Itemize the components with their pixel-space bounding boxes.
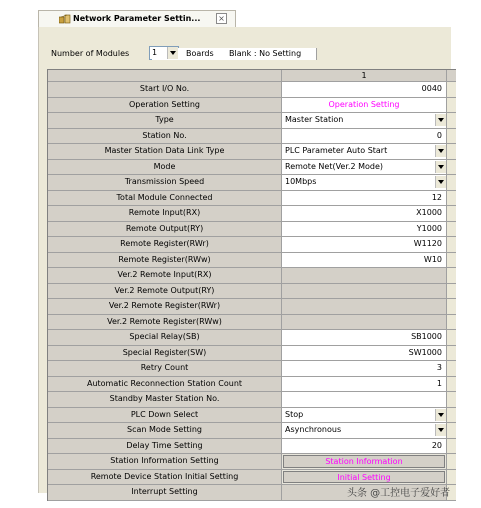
close-icon[interactable]: ×	[216, 13, 227, 24]
row-label: Special Relay(SB)	[48, 330, 282, 345]
row-label: Automatic Reconnection Station Count	[48, 377, 282, 392]
row-label: Remote Device Station Initial Setting	[48, 470, 282, 485]
table-row	[48, 222, 456, 238]
row-label: Station Information Setting	[48, 454, 282, 469]
row-value: 20	[431, 440, 442, 450]
grid-gutter	[447, 144, 456, 159]
row-value: 0	[436, 130, 442, 140]
row-value-cell	[282, 284, 447, 299]
network-parameter-icon	[59, 14, 71, 24]
grid-gutter	[447, 284, 456, 299]
grid-gutter	[447, 377, 456, 392]
row-value-cell[interactable]	[282, 237, 447, 252]
grid-gutter	[447, 268, 456, 283]
grid-gutter	[447, 315, 456, 330]
row-value-cell[interactable]	[282, 222, 447, 237]
table-row	[48, 346, 456, 362]
watermark: 头条 @工控电子爱好者	[347, 488, 451, 499]
row-value-cell[interactable]	[282, 160, 447, 175]
select-value: Remote Net(Ver.2 Mode)	[285, 161, 383, 171]
row-label: Operation Setting	[48, 98, 282, 113]
row-value-cell[interactable]	[282, 377, 447, 392]
row-value-cell[interactable]	[282, 191, 447, 206]
modules-value: 1	[152, 48, 317, 60]
chevron-down-icon[interactable]	[435, 161, 446, 173]
row-value-cell[interactable]	[282, 253, 447, 268]
column-header: 1	[282, 70, 447, 81]
modules-select[interactable]	[149, 46, 179, 60]
row-value-cell	[282, 454, 447, 469]
row-label: Start I/O No.	[48, 82, 282, 97]
setting-button[interactable]	[283, 455, 445, 468]
parameter-grid	[47, 69, 456, 501]
grid-gutter	[447, 222, 456, 237]
row-value-cell	[282, 470, 447, 485]
setting-button-label: Station Information	[325, 457, 403, 466]
row-label: Special Register(SW)	[48, 346, 282, 361]
grid-gutter	[447, 330, 456, 345]
row-label: Standby Master Station No.	[48, 392, 282, 407]
grid-gutter	[447, 423, 456, 438]
table-row	[48, 237, 456, 253]
row-value: 1	[436, 378, 442, 388]
row-value: W10	[423, 254, 442, 264]
table-row	[48, 268, 456, 284]
select-value: Master Station	[285, 115, 344, 124]
row-label: Remote Register(RWw)	[48, 253, 282, 268]
row-value-cell[interactable]	[282, 129, 447, 144]
row-value-cell[interactable]	[282, 392, 447, 407]
row-value: SB1000	[411, 332, 442, 341]
row-label: Scan Mode Setting	[48, 423, 282, 438]
row-value-cell[interactable]	[282, 175, 447, 190]
operation-setting-link[interactable]: Operation Setting	[328, 99, 400, 109]
tab-bar	[38, 10, 450, 28]
grid-gutter	[447, 160, 456, 175]
row-value: 0040	[421, 84, 442, 93]
row-value-cell[interactable]	[282, 408, 447, 423]
table-row	[48, 315, 456, 331]
grid-gutter	[447, 408, 456, 423]
row-label: Station No.	[48, 129, 282, 144]
grid-gutter	[447, 206, 456, 221]
table-row	[48, 299, 456, 315]
row-label: Total Module Connected	[48, 191, 282, 206]
table-row	[48, 470, 456, 486]
grid-gutter	[447, 439, 456, 454]
table-row	[48, 439, 456, 455]
table-row	[48, 361, 456, 377]
tab-title: Network Parameter Settin...	[73, 14, 201, 23]
row-value-cell[interactable]	[282, 113, 447, 128]
grid-header	[48, 70, 456, 82]
row-label: Transmission Speed	[48, 175, 282, 190]
row-label: PLC Down Select	[48, 408, 282, 423]
row-label: Remote Register(RWr)	[48, 237, 282, 252]
row-value: Y1000	[416, 223, 442, 233]
row-label: Delay Time Setting	[48, 439, 282, 454]
row-label: Remote Input(RX)	[48, 206, 282, 221]
modules-label: Number of Modules	[51, 49, 130, 58]
grid-gutter	[447, 191, 456, 206]
setting-button-label: Initial Setting	[337, 472, 391, 482]
grid-gutter	[447, 392, 456, 407]
grid-gutter	[447, 237, 456, 252]
grid-gutter	[447, 253, 456, 268]
row-label: Remote Output(RY)	[48, 222, 282, 237]
row-value-cell	[282, 315, 447, 330]
table-row	[48, 206, 456, 222]
table-row	[48, 191, 456, 207]
chevron-down-icon[interactable]	[435, 145, 446, 157]
table-row	[48, 129, 456, 145]
chevron-down-icon[interactable]	[435, 114, 446, 126]
select-value: 10Mbps	[285, 177, 317, 186]
select-value: PLC Parameter Auto Start	[285, 146, 388, 155]
table-row	[48, 113, 456, 129]
row-value-cell	[282, 268, 447, 283]
grid-gutter	[447, 113, 456, 128]
table-row	[48, 330, 456, 346]
row-value-cell[interactable]	[282, 423, 447, 438]
row-value-cell	[282, 299, 447, 314]
row-value: W1120	[413, 239, 442, 248]
row-label: Ver.2 Remote Register(RWr)	[48, 299, 282, 314]
table-row	[48, 408, 456, 424]
modules-unit: Boards	[186, 49, 214, 58]
tab-network-parameter[interactable]	[38, 10, 236, 27]
row-label: Master Station Data Link Type	[48, 144, 282, 159]
row-value: X1000	[416, 208, 442, 217]
table-row	[48, 160, 456, 176]
row-label: Ver.2 Remote Input(RX)	[48, 268, 282, 283]
row-value-cell[interactable]	[282, 346, 447, 361]
row-value-cell[interactable]	[282, 439, 447, 454]
row-label: Ver.2 Remote Output(RY)	[48, 284, 282, 299]
grid-gutter	[447, 175, 456, 190]
row-label: Retry Count	[48, 361, 282, 376]
blank-note: Blank : No Setting	[229, 49, 302, 58]
row-value-cell[interactable]	[282, 330, 447, 345]
grid-gutter	[447, 129, 456, 144]
row-label: Ver.2 Remote Register(RWw)	[48, 315, 282, 330]
select-value: Stop	[285, 409, 304, 419]
table-row	[48, 144, 456, 160]
table-row	[48, 423, 456, 439]
table-row	[48, 454, 456, 470]
row-value-cell[interactable]	[282, 144, 447, 159]
table-row	[48, 377, 456, 393]
header-corner	[48, 70, 282, 81]
grid-gutter	[447, 299, 456, 314]
table-row	[48, 284, 456, 300]
row-label: Type	[48, 113, 282, 128]
grid-gutter	[447, 346, 456, 361]
table-row	[48, 392, 456, 408]
grid-gutter	[447, 454, 456, 469]
grid-gutter	[447, 98, 456, 113]
grid-gutter	[447, 82, 456, 97]
chevron-down-icon[interactable]	[435, 424, 446, 436]
chevron-down-icon[interactable]	[167, 47, 178, 59]
setting-button[interactable]	[283, 471, 445, 484]
row-value-cell[interactable]	[282, 82, 447, 97]
row-value: 12	[431, 192, 442, 202]
table-row	[48, 82, 456, 98]
row-value-cell[interactable]	[282, 98, 447, 113]
row-value-cell[interactable]	[282, 206, 447, 221]
select-value: Asynchronous	[285, 425, 342, 434]
grid-gutter	[447, 361, 456, 376]
row-value: 3	[436, 363, 442, 372]
chevron-down-icon[interactable]	[435, 176, 446, 188]
row-label: Interrupt Setting	[48, 485, 282, 500]
row-value-cell[interactable]	[282, 361, 447, 376]
chevron-down-icon[interactable]	[435, 409, 446, 421]
table-row	[48, 98, 456, 114]
table-row	[48, 253, 456, 269]
table-row	[48, 175, 456, 191]
grid-gutter	[447, 470, 456, 485]
row-label: Mode	[48, 160, 282, 175]
row-value: SW1000	[408, 347, 442, 357]
